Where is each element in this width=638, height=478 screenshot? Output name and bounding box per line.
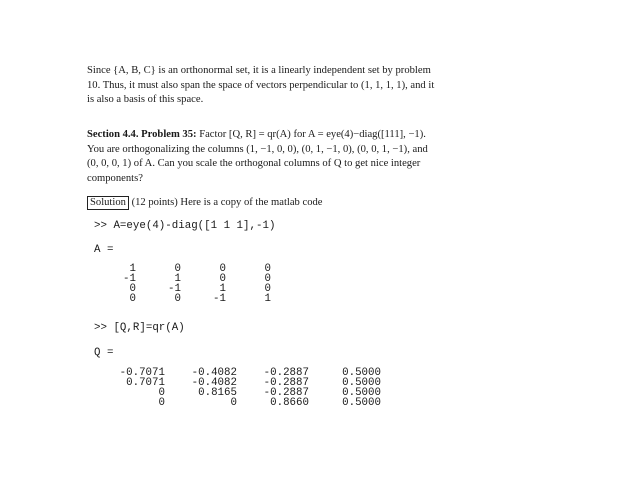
- matrix-cell: -0.4082: [191, 377, 237, 389]
- matrix-cell: -0.7071: [119, 367, 165, 379]
- matrix-cell: 0.5000: [342, 397, 381, 409]
- matrix-cell: 0.7071: [126, 377, 165, 389]
- text-line: components?: [87, 172, 143, 184]
- q-label: Q =: [94, 347, 114, 359]
- matrix-cell: 0: [158, 397, 165, 409]
- matrix-row: [112, 378, 381, 388]
- matrix-cell: 0: [174, 263, 181, 275]
- solution-text: (12 points) Here is a copy of the matlab code: [128, 197, 323, 208]
- matrix-cell: 1: [129, 263, 136, 275]
- matrix-cell: -1: [168, 283, 181, 295]
- matrix-a: [112, 264, 271, 304]
- problem-heading: Section 4.4. Problem 35:: [87, 129, 197, 140]
- matrix-cell: 0.5000: [342, 367, 381, 379]
- matrix-cell: -0.2887: [263, 367, 309, 379]
- matrix-cell: -0.2887: [263, 387, 309, 399]
- matrix-row: [112, 398, 381, 408]
- matrix-cell: 0: [264, 273, 271, 285]
- matrix-cell: 0: [219, 273, 226, 285]
- paragraph-basis: [87, 64, 527, 108]
- matrix-cell: 1: [174, 273, 181, 285]
- matrix-cell: 0.5000: [342, 387, 381, 399]
- command-qr: >> [Q,R]=qr(A): [94, 322, 185, 334]
- matrix-cell: 0: [129, 283, 136, 295]
- text-line: 10. Thus, it must also span the space of vectors perpendicular to (1, 1, 1, 1), and it: [87, 79, 435, 91]
- matrix-cell: 0.8165: [198, 387, 237, 399]
- command-a: >> A=eye(4)-diag([1 1 1],-1): [94, 220, 276, 232]
- solution-line: [87, 196, 323, 211]
- matrix-cell: 1: [219, 283, 226, 295]
- matrix-cell: 0: [174, 293, 181, 305]
- problem-statement: Factor [Q, R] = qr(A) for A = eye(4)−diag([111], −1).: [196, 129, 426, 140]
- matrix-cell: 0: [264, 283, 271, 295]
- matrix-cell: -0.4082: [191, 367, 237, 379]
- text-line: You are orthogonalizing the columns (1, −1, 0, 0), (0, 1, −1, 0), (0, 0, 1, −1), and: [87, 143, 428, 155]
- matrix-cell: 1: [264, 293, 271, 305]
- matrix-row: [112, 388, 381, 398]
- matrix-cell: -1: [123, 273, 136, 285]
- matrix-cell: 0.5000: [342, 377, 381, 389]
- text-line: is also a basis of this space.: [87, 94, 204, 105]
- matrix-cell: 0.8660: [270, 397, 309, 409]
- paragraph-problem-35: [87, 128, 527, 186]
- matrix-cell: 0: [219, 263, 226, 275]
- matrix-cell: 0: [129, 293, 136, 305]
- matrix-cell: 0: [158, 387, 165, 399]
- a-label: A =: [94, 244, 114, 256]
- matrix-row: [112, 294, 271, 304]
- matrix-cell: 0: [230, 397, 237, 409]
- matrix-q: [112, 368, 381, 408]
- matrix-cell: -0.2887: [263, 377, 309, 389]
- solution-label: Solution: [87, 196, 129, 210]
- matrix-cell: 0: [264, 263, 271, 275]
- matrix-cell: -1: [213, 293, 226, 305]
- text-line: Since {A, B, C} is an orthonormal set, it is a linearly independent set by problem: [87, 65, 431, 76]
- text-line: (0, 0, 0, 1) of A. Can you scale the orthogonal columns of Q to get nice integer: [87, 158, 421, 169]
- text-line: [87, 128, 527, 143]
